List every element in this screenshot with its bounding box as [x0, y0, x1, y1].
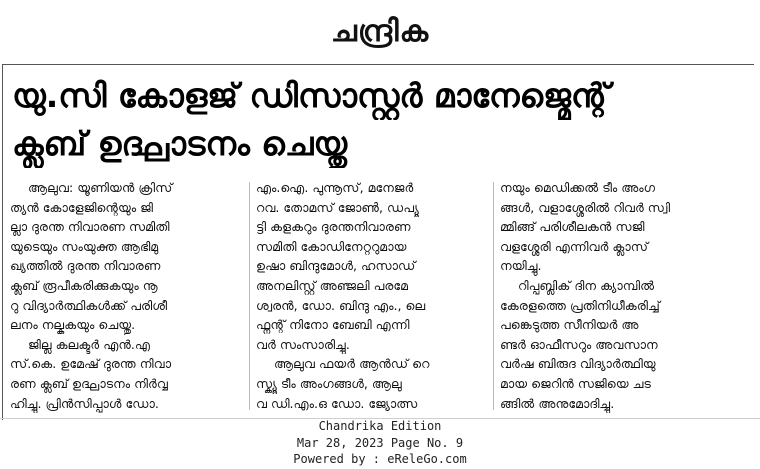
article-column-3: [500, 178, 740, 414]
footer-powered-by: Powered by : eReleGo.com: [293, 452, 467, 466]
body-line: വർ സംസാരിച്ചു.: [256, 336, 350, 352]
body-line: നയും മെഡിക്കൽ ടീം അംഗ: [500, 180, 656, 195]
body-line: സ്.കെ. ഉമേഷ് ദുരന്ത നിവാ: [10, 356, 172, 372]
body-line: ട്ടി കളകറും ദുരന്തനിവാരണ: [256, 219, 411, 235]
body-line: ത്യൻ കോളേജിന്റെയും ജി: [10, 199, 153, 215]
column-divider: [493, 182, 494, 410]
body-line: രണ ക്ലബ് ഉദ്ഘാടനം നിർവ്വ: [10, 375, 168, 391]
footer-edition: Chandrika Edition: [318, 419, 442, 433]
article-column-2: [256, 178, 486, 414]
body-line: പങ്കെടുത്ത സീനിയർ അ: [500, 317, 639, 333]
body-line: കേരളത്തെ പ്രതിനിധീകരിച്ച്: [500, 297, 660, 313]
masthead-divider: [2, 64, 754, 65]
headline-line-1: യു.സി കോളജ് ഡിസാസ്റ്റർ മാനേജ്മെന്റ്: [12, 76, 610, 115]
body-line: റവ. തോമസ് ജോൺ, ഡപ്യൂ: [256, 199, 419, 215]
body-line: ല്ലാ ദുരന്ത നിവാരണ സമിതി: [10, 219, 170, 235]
footer: [0, 418, 760, 469]
article-left-border: [2, 64, 3, 420]
column-divider: [249, 182, 250, 410]
article-column-1: [10, 178, 242, 414]
body-line: സമിതി കോഡിനേറ്ററുമായ: [256, 238, 407, 254]
footer-date-page: Mar 28, 2023 Page No. 9: [296, 435, 464, 450]
headline-line-2: ക്ലബ് ഉദ്ഘാടനം ചെയ്തു: [12, 124, 348, 163]
body-line: ക്ലബ് രൂപീകരിക്കുകയും നൂ: [10, 277, 158, 293]
body-line: ഫ്നന്റ് നിനോ ബേബി എന്നി: [256, 317, 410, 333]
body-line: ജില്ല കലക്ടർ എൻ.എ: [28, 336, 151, 352]
body-line: ശ്വരൻ, ഡോ. ബിന്ദു എം., ലെ: [256, 297, 426, 313]
body-line: മ്മിങ്ങ് പരിശീലകൻ സജി: [500, 219, 645, 235]
masthead-title: ചന്ദ്രിക: [330, 14, 430, 49]
body-line: ങ്ങിൽ അനുമോദിച്ചു.: [500, 395, 615, 411]
body-line: ലനം നല്കുകയും ചെയ്തു.: [10, 317, 136, 333]
body-line: വ ഡി.എം.ഒ ഡോ. ജ്യോത്സ: [256, 395, 418, 411]
body-line: സ്ക്യൂ ടീം അംഗങ്ങൾ, ആലു: [256, 375, 402, 391]
body-line: ണ്ടർ ഓഫീസറും അവസാന: [500, 336, 658, 352]
body-line: വളശ്ശേരി എന്നിവർ ക്ലാസ്: [500, 238, 649, 254]
body-line: ഖ്യത്തിൽ ദുരന്ത നിവാരണ: [10, 258, 161, 274]
body-line: നയിച്ചു.: [500, 258, 542, 274]
body-line: ഹിച്ചു. പ്രിൻസിപ്പാൾ ഡോ.: [10, 395, 159, 411]
body-line: യുടെയും സംയുക്ത ആഭിമു: [10, 238, 159, 254]
body-line: മായ ജെറിൻ സജിയെ ചട: [500, 375, 651, 391]
body-line: ഉഷാ ബിന്ദുമോൾ, ഹസാഡ്: [256, 258, 416, 274]
body-line: റിപ്പബ്ലിക് ദിന ക്യാമ്പിൽ: [518, 277, 655, 293]
body-line: ആലുവ ഫയർ ആൻഡ് റെ: [274, 356, 430, 372]
body-line: റു വിദ്യാർത്ഥികൾക്ക് പരിശീ: [10, 297, 168, 313]
body-line: വർഷ ബിരുദ വിദ്യാർത്ഥിയു: [500, 356, 656, 372]
article-headline: [12, 72, 752, 168]
body-line: അനലിസ്റ്റ് അഞ്ജലി പരമേ: [256, 277, 409, 293]
article-body: [10, 178, 746, 414]
body-line: ആലുവ: യൂണിയൻ ക്രിസ്: [28, 180, 173, 195]
body-line: എം.ഐ. പുന്നൂസ്, മനേജർ: [256, 180, 414, 195]
body-line: ങ്ങൾ, വളാശ്ശേരിൽ റിവർ സ്വി: [500, 199, 671, 215]
